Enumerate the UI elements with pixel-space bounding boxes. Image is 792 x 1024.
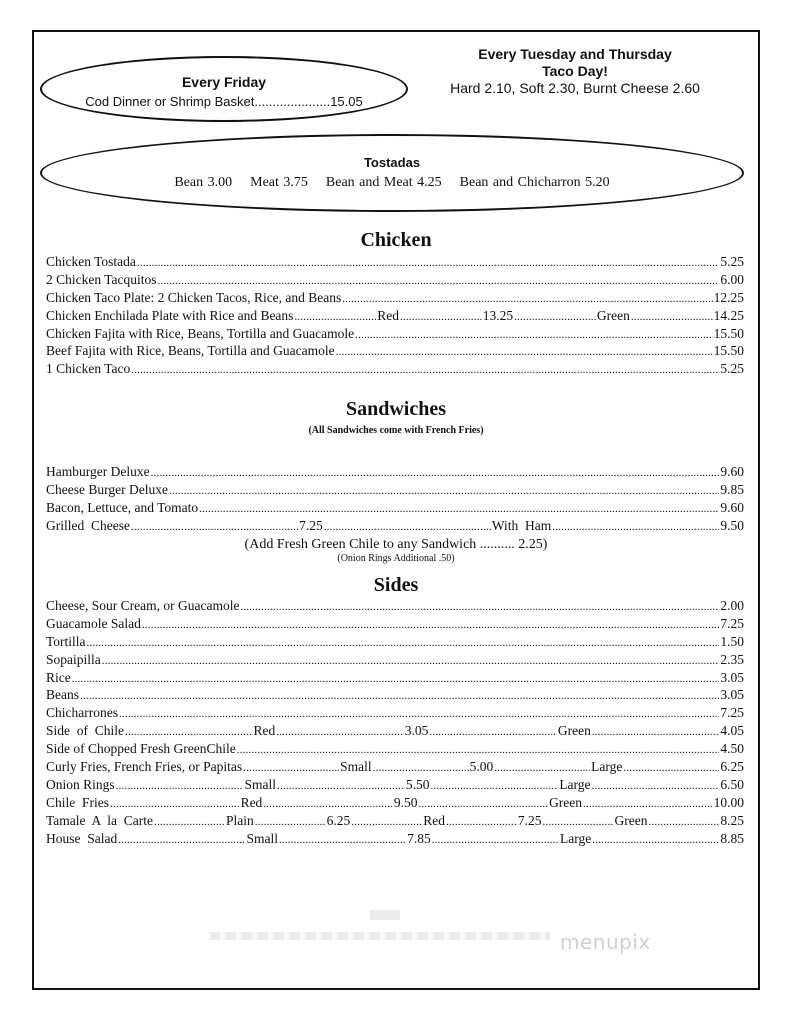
dot-leader bbox=[400, 308, 482, 324]
item-value: Small bbox=[340, 759, 372, 775]
dot-leader bbox=[552, 518, 719, 534]
taco-day-line2: Taco Day! bbox=[542, 63, 608, 79]
dot-leader bbox=[279, 831, 406, 847]
menu-row bbox=[46, 308, 744, 326]
tostadas-items: Bean 3.00 Meat 3.75 Bean and Meat 4.25 Bean and Chicharron 5.20 bbox=[174, 175, 610, 190]
item-value: 2.35 bbox=[720, 651, 744, 667]
item-name: Chicken Taco Plate: 2 Chicken Tacos, Rice, and Beans bbox=[46, 289, 342, 305]
item-name: Chicharrones bbox=[46, 705, 118, 721]
item-value: With Ham bbox=[491, 517, 552, 533]
dot-leader bbox=[125, 723, 253, 739]
item-value: 7.25 bbox=[720, 615, 744, 631]
item-value: Large bbox=[559, 776, 591, 792]
item-name: Grilled Cheese bbox=[46, 517, 130, 533]
item-value: 15.50 bbox=[713, 325, 744, 341]
dot-leader bbox=[592, 777, 720, 793]
friday-dots: ..................... bbox=[254, 94, 331, 109]
dot-leader bbox=[648, 813, 719, 829]
menu-row bbox=[46, 290, 744, 308]
item-value: 7.25 bbox=[299, 517, 323, 533]
menu-row bbox=[46, 759, 744, 777]
friday-item: Cod Dinner or Shrimp Basket bbox=[85, 94, 255, 109]
item-value: 10.00 bbox=[713, 794, 744, 810]
friday-title: Every Friday bbox=[181, 74, 267, 90]
sides-heading: Sides bbox=[373, 574, 419, 596]
item-value: Small bbox=[246, 830, 278, 846]
dot-leader bbox=[355, 326, 713, 342]
item-name: Sopaipilla bbox=[46, 651, 101, 667]
item-value: Red bbox=[377, 307, 399, 323]
item-name: Rice bbox=[46, 669, 71, 685]
friday-price: 15.05 bbox=[330, 94, 363, 109]
dot-leader bbox=[80, 687, 719, 703]
chicken-heading: Chicken bbox=[360, 229, 432, 251]
item-value: 9.60 bbox=[720, 499, 744, 515]
menu-row bbox=[46, 705, 744, 723]
faded-text bbox=[210, 932, 550, 940]
menu-row bbox=[46, 670, 744, 688]
sides-list bbox=[46, 598, 744, 848]
item-value: 12.25 bbox=[713, 289, 744, 305]
item-value: 9.85 bbox=[720, 481, 744, 497]
faded-mark bbox=[370, 910, 400, 920]
menu-row bbox=[46, 813, 744, 831]
item-name: Curly Fries, French Fries, or Papitas bbox=[46, 759, 243, 775]
menu-row bbox=[46, 482, 744, 500]
menu-row bbox=[46, 777, 744, 795]
dot-leader bbox=[623, 759, 719, 775]
item-name: Chicken Enchilada Plate with Rice and Beans bbox=[46, 307, 294, 323]
item-name: Side of Chile bbox=[46, 723, 124, 739]
dot-leader bbox=[255, 813, 326, 829]
item-value: 4.50 bbox=[720, 741, 744, 757]
menu-row bbox=[46, 361, 744, 379]
dot-leader bbox=[119, 705, 719, 721]
item-name: Hamburger Deluxe bbox=[46, 464, 150, 479]
taco-day-box bbox=[420, 46, 730, 97]
dot-leader bbox=[446, 813, 517, 829]
item-name: Tamale A la Carte bbox=[46, 812, 154, 828]
friday-special-oval bbox=[40, 56, 408, 122]
dot-leader bbox=[154, 813, 225, 829]
dot-leader bbox=[351, 813, 422, 829]
sandwiches-subtitle: (All Sandwiches come with French Fries) bbox=[308, 425, 484, 436]
item-name: House Salad bbox=[46, 830, 118, 846]
item-value: 9.50 bbox=[720, 517, 745, 533]
item-name: Guacamole Salad bbox=[46, 615, 141, 631]
item-name: Cheese, Sour Cream, or Guacamole bbox=[46, 598, 240, 613]
item-value: 7.85 bbox=[407, 830, 431, 846]
item-name: 2 Chicken Tacquitos bbox=[46, 271, 157, 287]
item-value: Red bbox=[240, 794, 263, 810]
dot-leader bbox=[137, 254, 719, 270]
menu-row bbox=[46, 723, 744, 741]
item-value: 15.50 bbox=[713, 343, 744, 359]
item-value: Large bbox=[591, 759, 623, 775]
menu-row bbox=[46, 741, 744, 759]
dot-leader bbox=[110, 795, 240, 811]
item-name: 1 Chicken Taco bbox=[46, 361, 131, 377]
item-value: 5.00 bbox=[469, 759, 494, 775]
dot-leader bbox=[87, 634, 720, 650]
taco-day-prices: Hard 2.10, Soft 2.30, Burnt Cheese 2.60 bbox=[450, 80, 700, 96]
item-value: 9.60 bbox=[720, 464, 744, 479]
sandwiches-heading: Sandwiches bbox=[345, 398, 447, 420]
menu-row bbox=[46, 616, 744, 634]
dot-leader bbox=[118, 831, 245, 847]
item-value: 5.25 bbox=[720, 254, 744, 269]
item-value: 13.25 bbox=[482, 307, 514, 323]
taco-day-line1: Every Tuesday and Thursday bbox=[478, 46, 672, 62]
item-value: 2.00 bbox=[720, 598, 744, 613]
sandwich-chile-note: (Add Fresh Green Chile to any Sandwich .......... 2.25) bbox=[244, 537, 548, 552]
dot-leader bbox=[142, 616, 720, 632]
item-name: Chile Fries bbox=[46, 794, 109, 810]
dot-leader bbox=[263, 795, 393, 811]
item-value: 14.25 bbox=[713, 307, 744, 323]
dot-leader bbox=[158, 272, 720, 288]
item-value: Large bbox=[559, 830, 592, 846]
menu-row bbox=[46, 343, 744, 361]
dot-leader bbox=[243, 759, 339, 775]
dot-leader bbox=[543, 813, 614, 829]
dot-leader bbox=[514, 308, 596, 324]
dot-leader bbox=[237, 741, 720, 757]
dot-leader bbox=[199, 500, 719, 516]
friday-item-line bbox=[42, 94, 406, 109]
menu-row bbox=[46, 500, 744, 518]
item-value: Green bbox=[549, 794, 583, 810]
dot-leader bbox=[430, 777, 558, 793]
item-value: 6.25 bbox=[326, 812, 351, 828]
menu-row bbox=[46, 652, 744, 670]
menu-row bbox=[46, 272, 744, 290]
menu-row bbox=[46, 598, 744, 616]
dot-leader bbox=[131, 361, 719, 377]
item-value: 8.25 bbox=[720, 812, 745, 828]
item-value: 3.05 bbox=[720, 669, 744, 685]
item-name: Beef Fajita with Rice, Beans, Tortilla and Guacamole bbox=[46, 343, 335, 359]
dot-leader bbox=[336, 343, 713, 359]
item-value: 6.50 bbox=[720, 776, 745, 792]
menu-row bbox=[46, 831, 744, 849]
item-name: Side of Chopped Fresh GreenChile bbox=[46, 741, 236, 757]
dot-leader bbox=[131, 518, 298, 534]
item-name: Tortilla bbox=[46, 633, 86, 649]
item-name: Onion Rings bbox=[46, 776, 115, 792]
menu-row bbox=[46, 464, 744, 482]
dot-leader bbox=[432, 831, 559, 847]
item-name: Cheese Burger Deluxe bbox=[46, 481, 168, 497]
item-value: 6.00 bbox=[720, 271, 744, 287]
item-value: Green bbox=[596, 307, 630, 323]
menu-row bbox=[46, 795, 744, 813]
sandwiches-list bbox=[46, 464, 744, 536]
item-value: 5.50 bbox=[405, 776, 430, 792]
dot-leader bbox=[494, 759, 590, 775]
item-name: Beans bbox=[46, 687, 79, 703]
item-value: 6.25 bbox=[720, 759, 744, 775]
menu-row bbox=[46, 254, 744, 272]
item-value: 1.50 bbox=[720, 633, 744, 649]
item-value: Red bbox=[253, 723, 276, 739]
dot-leader bbox=[419, 795, 549, 811]
menu-row bbox=[46, 634, 744, 652]
tostadas-oval bbox=[40, 134, 744, 212]
item-value: Red bbox=[423, 812, 445, 828]
item-value: 8.85 bbox=[720, 830, 744, 846]
item-value: 7.25 bbox=[720, 705, 744, 721]
item-value: 4.05 bbox=[720, 723, 744, 739]
item-name: Chicken Fajita with Rice, Beans, Tortilla and Guacamole bbox=[46, 325, 355, 341]
menu-row bbox=[46, 518, 744, 536]
item-name: Bacon, Lettuce, and Tomato bbox=[46, 499, 199, 515]
dot-leader bbox=[72, 670, 720, 686]
dot-leader bbox=[151, 464, 720, 480]
dot-leader bbox=[169, 482, 719, 498]
dot-leader bbox=[294, 308, 376, 324]
tostadas-title: Tostadas bbox=[363, 155, 421, 170]
dot-leader bbox=[102, 652, 720, 668]
dot-leader bbox=[277, 777, 405, 793]
chicken-list bbox=[46, 254, 744, 379]
dot-leader bbox=[592, 723, 720, 739]
item-value: Small bbox=[244, 776, 276, 792]
item-value: 3.05 bbox=[404, 723, 429, 739]
dot-leader bbox=[240, 598, 719, 614]
dot-leader bbox=[373, 759, 469, 775]
item-value: Green bbox=[614, 812, 648, 828]
item-value: 9.50 bbox=[393, 794, 418, 810]
item-name: Chicken Tostada bbox=[46, 254, 136, 269]
onion-rings-note: (Onion Rings Additional .50) bbox=[337, 553, 455, 564]
menu-row bbox=[46, 687, 744, 705]
dot-leader bbox=[324, 518, 491, 534]
menu-row bbox=[46, 326, 744, 344]
item-value: 3.05 bbox=[720, 687, 744, 703]
dot-leader bbox=[592, 831, 719, 847]
item-value: 5.25 bbox=[720, 361, 744, 377]
dot-leader bbox=[631, 308, 713, 324]
dot-leader bbox=[116, 777, 244, 793]
item-value: 7.25 bbox=[517, 812, 542, 828]
item-value: Green bbox=[557, 723, 591, 739]
menupix-watermark: menupix bbox=[560, 930, 651, 954]
dot-leader bbox=[276, 723, 404, 739]
dot-leader bbox=[429, 723, 557, 739]
dot-leader bbox=[583, 795, 713, 811]
dot-leader bbox=[342, 290, 712, 306]
item-value: Plain bbox=[225, 812, 254, 828]
